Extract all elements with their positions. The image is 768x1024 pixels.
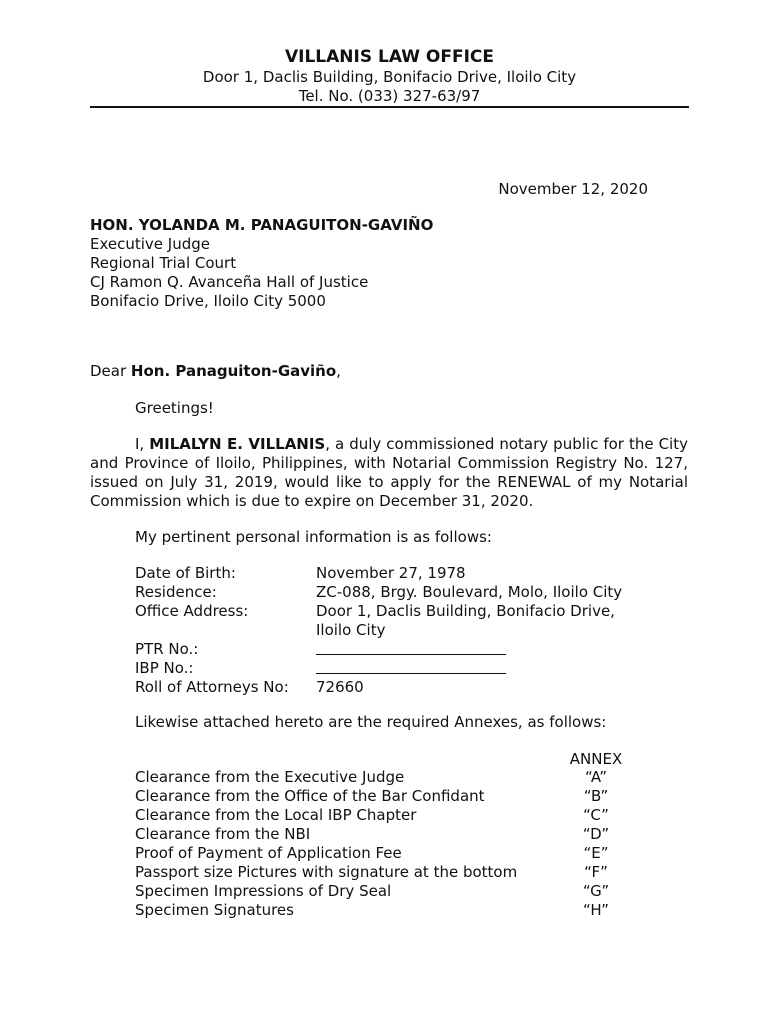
info-label: Office Address: bbox=[135, 602, 249, 620]
salutation-suffix: , bbox=[336, 362, 341, 380]
annex-item: Clearance from the Executive Judge bbox=[135, 768, 405, 786]
info-label: PTR No.: bbox=[135, 640, 199, 658]
annex-intro: Likewise attached hereto are the required Annexes, as follows: bbox=[135, 713, 607, 731]
office-address-line: Door 1, Daclis Building, Bonifacio Drive, bbox=[316, 602, 615, 620]
annex-letter: “D” bbox=[582, 825, 610, 843]
annex-letter: “E” bbox=[583, 844, 609, 862]
firm-address: Door 1, Daclis Building, Bonifacio Drive, Iloilo City bbox=[202, 68, 577, 86]
annex-letter: “B” bbox=[583, 787, 609, 805]
annex-letter: “G” bbox=[582, 882, 610, 900]
annex-row bbox=[135, 806, 625, 825]
letterhead bbox=[90, 46, 689, 106]
firm-name: VILLANIS LAW OFFICE bbox=[284, 47, 494, 67]
firm-phone: Tel. No. (033) 327-63/97 bbox=[298, 87, 481, 105]
annex-header: ANNEX bbox=[569, 750, 623, 768]
annex-row bbox=[135, 863, 625, 882]
addressee-block bbox=[90, 216, 433, 311]
info-row bbox=[135, 602, 646, 640]
body-text: , a duly commissioned notary public for the City and Province of Iloilo, Philippines, with Notarial Commission Registry No. 127, issued on July 31, 2019, would like to apply for the RENEWAL of my Notarial Commission which is due to expire on December 31, 2020. bbox=[90, 435, 688, 510]
body-lead: I, bbox=[135, 435, 150, 453]
info-row bbox=[135, 659, 646, 678]
salutation-prefix: Dear bbox=[90, 362, 131, 380]
addressee-line: Regional Trial Court bbox=[90, 254, 237, 272]
addressee-name: HON. YOLANDA M. PANAGUITON-GAVIÑO bbox=[90, 216, 434, 234]
annex-row bbox=[135, 901, 625, 920]
info-value bbox=[316, 640, 646, 659]
annex-item: Clearance from the NBI bbox=[135, 825, 311, 843]
info-row bbox=[135, 640, 646, 659]
info-value: 72660 bbox=[316, 678, 364, 696]
info-value: November 27, 1978 bbox=[316, 564, 466, 582]
annex-item: Proof of Payment of Application Fee bbox=[135, 844, 402, 862]
salutation bbox=[90, 362, 341, 381]
annex-letter: “C” bbox=[583, 806, 609, 824]
info-value bbox=[316, 602, 646, 640]
info-row bbox=[135, 678, 646, 697]
ibp-blank-line bbox=[316, 659, 506, 674]
addressee-line: Executive Judge bbox=[90, 235, 210, 253]
info-label: Roll of Attorneys No: bbox=[135, 678, 289, 696]
annex-item: Clearance from the Local IBP Chapter bbox=[135, 806, 417, 824]
annex-row bbox=[135, 787, 625, 806]
letter-date: November 12, 2020 bbox=[498, 180, 648, 198]
info-intro: My pertinent personal information is as follows: bbox=[135, 528, 492, 546]
annex-letter: “H” bbox=[583, 901, 609, 919]
annex-item: Passport size Pictures with signature at the bottom bbox=[135, 863, 518, 881]
office-address-line: Iloilo City bbox=[316, 621, 386, 639]
annex-row bbox=[135, 768, 625, 787]
greeting: Greetings! bbox=[135, 399, 214, 417]
letterhead-divider bbox=[90, 106, 689, 108]
salutation-name: Hon. Panaguiton-Gaviño bbox=[130, 362, 337, 380]
addressee-line: Bonifacio Drive, Iloilo City 5000 bbox=[90, 292, 326, 310]
notary-name: MILALYN E. VILLANIS bbox=[149, 435, 326, 453]
info-row bbox=[135, 564, 646, 583]
info-value: ZC-088, Brgy. Boulevard, Molo, Iloilo City bbox=[316, 583, 623, 601]
body-paragraph bbox=[90, 435, 688, 511]
annex-letter: “F” bbox=[584, 863, 608, 881]
annex-item: Specimen Impressions of Dry Seal bbox=[135, 882, 392, 900]
annex-letter: “A” bbox=[584, 768, 608, 786]
info-label: IBP No.: bbox=[135, 659, 194, 677]
info-value bbox=[316, 659, 646, 678]
annex-list bbox=[135, 768, 625, 920]
addressee-line: CJ Ramon Q. Avanceña Hall of Justice bbox=[90, 273, 369, 291]
annex-item: Clearance from the Office of the Bar Confidant bbox=[135, 787, 485, 805]
info-row bbox=[135, 583, 646, 602]
info-label: Date of Birth: bbox=[135, 564, 236, 582]
annex-row bbox=[135, 825, 625, 844]
annex-row bbox=[135, 844, 625, 863]
annex-row bbox=[135, 882, 625, 901]
personal-info bbox=[135, 564, 646, 697]
ptr-blank-line bbox=[316, 640, 506, 655]
info-label: Residence: bbox=[135, 583, 217, 601]
annex-item: Specimen Signatures bbox=[135, 901, 294, 919]
